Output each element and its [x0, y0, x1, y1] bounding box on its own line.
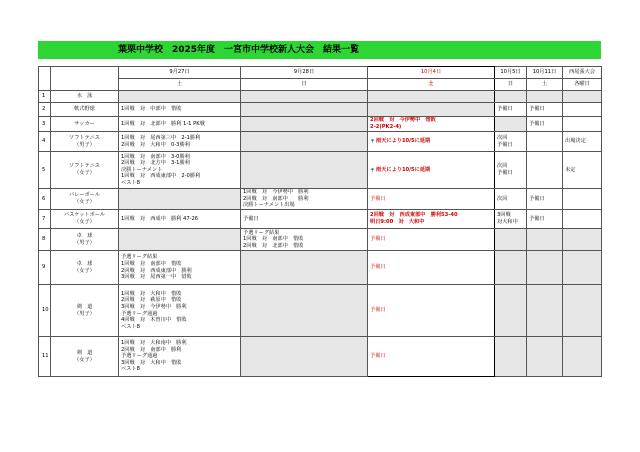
- result-line: 2回戦 対 西成東部中 勝利53-40: [370, 212, 458, 219]
- result-cell-d2: [241, 91, 368, 103]
- result-cell-d4: [495, 229, 527, 251]
- table-row: [39, 210, 602, 229]
- header-day: 日: [495, 79, 527, 91]
- result-line: [370, 138, 492, 145]
- row-number: 5: [39, 152, 51, 189]
- result-cell-d4: [495, 210, 527, 229]
- result-cell-d5: [527, 285, 563, 337]
- result-cell-d5: [527, 229, 563, 251]
- result-line: 3回戦 対 大和中 惜敗: [121, 359, 182, 366]
- result-line: 予備日: [370, 236, 386, 243]
- result-text: 雨天により10/5に延期: [376, 166, 431, 173]
- result-line: 次回: [497, 134, 508, 141]
- result-cell-d3: [368, 189, 495, 210]
- header-day: 土: [527, 79, 563, 91]
- result-cell-d2: [241, 229, 368, 251]
- event-name-line: （男子）: [74, 141, 95, 148]
- result-line: 次回: [497, 195, 508, 202]
- result-line: 1回戦 対 西成中 勝利 47-26: [121, 215, 199, 222]
- header-date: 10月5日: [495, 67, 527, 79]
- result-line: 予備日: [497, 141, 513, 148]
- result-line: 予備日: [497, 170, 513, 176]
- result-cell-d1: [119, 337, 241, 377]
- event-name: [51, 189, 119, 210]
- table-row: [39, 251, 602, 285]
- result-line: 予備日: [370, 353, 386, 360]
- page-title: 葉栗中学校 2025年度 一宮市中学校新人大会 結果一覧: [38, 41, 601, 59]
- result-line: 2回戦 対 南部中 勝利: [121, 346, 182, 353]
- result-cell-d3: [368, 210, 495, 229]
- event-name-line: 剣 道: [76, 303, 93, 310]
- result-line: 3回戦 対 尾西第一中 惜敗: [121, 274, 192, 281]
- result-cell-d1: [119, 229, 241, 251]
- event-name-line: ソフトテニス: [69, 134, 100, 141]
- header-day-row: [39, 79, 602, 91]
- result-cell-d4: [495, 337, 527, 377]
- result-cell-d2: [241, 210, 368, 229]
- result-cell-d1: [119, 152, 241, 189]
- result-line: ベスト8: [121, 179, 140, 186]
- result-cell-d6: [563, 210, 602, 229]
- result-cell-d2: [241, 117, 368, 132]
- umbrella-icon: [370, 138, 375, 143]
- event-name: [51, 91, 119, 103]
- result-line: 予備日: [529, 215, 545, 222]
- result-cell-d1: [119, 132, 241, 152]
- result-cell-d2: [241, 285, 368, 337]
- result-line: 1回戦 対 今伊勢中 勝利: [243, 189, 309, 196]
- header-day-highlight: 土: [368, 79, 495, 91]
- event-name-line: 卓 球: [76, 232, 93, 239]
- result-cell-d3: [368, 132, 495, 152]
- result-cell-d5: [527, 132, 563, 152]
- result-line: [370, 167, 492, 174]
- event-name-line: 剣 道: [76, 349, 93, 356]
- result-cell-d6: [563, 251, 602, 285]
- result-cell-d5: [527, 189, 563, 210]
- table-row: [39, 229, 602, 251]
- result-cell-d3: [368, 103, 495, 117]
- row-number: 3: [39, 117, 51, 132]
- result-line: 2回戦 対 今伊勢中 惜敗: [370, 117, 436, 124]
- result-cell-d4: [495, 251, 527, 285]
- result-cell-d3: [368, 91, 495, 103]
- result-cell-d1: [119, 189, 241, 210]
- result-line: 2回戦 対 大和中 0-3勝利: [121, 141, 190, 148]
- result-line: 1回戦 対 中部中 惜敗: [121, 106, 182, 113]
- event-name-line: （男子）: [74, 310, 95, 317]
- result-line: 1回戦 対 南部中 3-0勝利: [121, 153, 190, 160]
- result-cell-d6: [563, 103, 602, 117]
- result-cell-d1: [119, 285, 241, 337]
- result-line: 決勝トーナメント: [121, 166, 163, 173]
- result-line: 1回戦 対 北部中 勝利 1-1 PK戦: [121, 120, 205, 127]
- result-cell-d2: [241, 251, 368, 285]
- event-name-line: ソフトテニス: [69, 163, 100, 170]
- result-cell-d5: [527, 210, 563, 229]
- event-name-line: （女子）: [74, 267, 95, 274]
- event-name-line: （女子）: [74, 170, 95, 176]
- result-cell-d4: [495, 117, 527, 132]
- table-row: [39, 132, 602, 152]
- result-line: 1回戦 対 南部中 惜敗: [243, 236, 304, 243]
- result-line: 予備日: [370, 195, 386, 202]
- table-row: [39, 91, 602, 103]
- result-line: 予備日: [497, 106, 513, 113]
- result-cell-d6: [563, 285, 602, 337]
- result-line: 1回戦 対 南部中 惜敗: [121, 260, 182, 267]
- result-cell-d3: [368, 117, 495, 132]
- result-line: 予備日: [370, 307, 386, 314]
- event-name-line: バスケットボール: [63, 212, 106, 219]
- result-cell-d2: [241, 189, 368, 210]
- result-line: 予選リーグ結果: [121, 254, 158, 261]
- event-name-line: （女子）: [74, 199, 95, 205]
- result-cell-d4: [495, 103, 527, 117]
- result-cell-d2: [241, 103, 368, 117]
- result-cell-d2: [241, 337, 368, 377]
- result-line: 予備日: [370, 264, 386, 271]
- result-cell-d5: [527, 117, 563, 132]
- result-line: 決勝トーナメント出場: [243, 202, 295, 209]
- event-name-line: （女子）: [74, 219, 95, 225]
- header-blank: [51, 67, 119, 91]
- header-date: 西尾張大会: [563, 67, 602, 79]
- event-name: [51, 285, 119, 337]
- event-name-line: サッカー: [74, 120, 95, 127]
- result-line: 次回: [497, 163, 508, 170]
- result-line: 予備日: [529, 120, 545, 127]
- result-cell-d1: [119, 103, 241, 117]
- row-number: 11: [39, 337, 51, 377]
- table-row: [39, 189, 602, 210]
- result-cell-d6: [563, 337, 602, 377]
- result-line: 予選リーグ結果: [243, 229, 280, 236]
- event-name-line: 水 泳: [76, 93, 93, 100]
- result-cell-d3: [368, 337, 495, 377]
- event-name: [51, 210, 119, 229]
- table-row: [39, 117, 602, 132]
- result-line: 予備日: [529, 195, 545, 202]
- result-line: 1回戦 対 大和中 惜敗: [121, 290, 182, 297]
- result-line: 2回戦 対 西成東部中 勝利: [121, 267, 192, 274]
- event-name: [51, 117, 119, 132]
- result-cell-d4: [495, 189, 527, 210]
- result-line: 予選リーグ通過: [121, 353, 158, 360]
- result-line: 予備日: [529, 106, 545, 113]
- result-cell-d2: [241, 132, 368, 152]
- row-number: 8: [39, 229, 51, 251]
- result-cell-d4: [495, 91, 527, 103]
- event-name: [51, 132, 119, 152]
- result-cell-d5: [527, 337, 563, 377]
- event-name-line: 軟式野球: [74, 106, 95, 113]
- event-name: [51, 229, 119, 251]
- header-day: 各曜日: [563, 79, 602, 91]
- row-number: 6: [39, 189, 51, 210]
- table-row: [39, 285, 602, 337]
- header-date: 9月28日: [241, 67, 368, 79]
- result-cell-d5: [527, 103, 563, 117]
- result-line: 3回戦 対 今伊勢中 勝利: [121, 303, 187, 310]
- event-name-line: バレーボール: [68, 192, 101, 199]
- event-name: [51, 337, 119, 377]
- result-cell-d4: [495, 152, 527, 189]
- result-line: 出場決定: [565, 138, 586, 145]
- result-line: 対大和中: [497, 219, 518, 225]
- row-number: 9: [39, 251, 51, 285]
- result-cell-d3: [368, 285, 495, 337]
- header-day: 土: [119, 79, 241, 91]
- row-number: 1: [39, 91, 51, 103]
- result-line: 2回戦 対 南部中 勝利: [243, 195, 309, 202]
- result-cell-d3: [368, 229, 495, 251]
- result-line: 予選リーグ通過: [121, 310, 158, 317]
- result-cell-d6: [563, 91, 602, 103]
- result-cell-d4: [495, 285, 527, 337]
- header-day: 日: [241, 79, 368, 91]
- result-cell-d1: [119, 210, 241, 229]
- result-cell-d4: [495, 132, 527, 152]
- result-cell-d6: [563, 132, 602, 152]
- header-date: 10月11日: [527, 67, 563, 79]
- result-line: 2回戦 対 北部中 惜敗: [243, 242, 304, 249]
- result-cell-d2: [241, 152, 368, 189]
- result-cell-d3: [368, 251, 495, 285]
- event-name: [51, 103, 119, 117]
- umbrella-icon: [370, 167, 375, 172]
- result-text: 雨天により10/5に延期: [376, 138, 431, 145]
- result-cell-d5: [527, 152, 563, 189]
- result-line: ベスト8: [121, 323, 140, 330]
- row-number: 2: [39, 103, 51, 117]
- result-cell-d6: [563, 117, 602, 132]
- event-name: [51, 152, 119, 189]
- event-name-line: （女子）: [74, 356, 95, 363]
- result-cell-d6: [563, 152, 602, 189]
- row-number: 10: [39, 285, 51, 337]
- result-cell-d1: [119, 91, 241, 103]
- header-date-row: [39, 67, 602, 79]
- row-number: 4: [39, 132, 51, 152]
- result-line: 未定: [565, 166, 576, 173]
- result-line: 2回戦 対 萩原中 惜敗: [121, 297, 182, 304]
- table-row: [39, 103, 602, 117]
- table-row: [39, 152, 602, 189]
- result-cell-d5: [527, 251, 563, 285]
- row-number: 7: [39, 210, 51, 229]
- header-date: 9月27日: [119, 67, 241, 79]
- result-line: 1回戦 対 大和南中 勝利: [121, 340, 187, 347]
- result-cell-d6: [563, 189, 602, 210]
- result-cell-d3: [368, 152, 495, 189]
- result-line: 1回戦 対 尾西第三中 2-1勝利: [121, 134, 201, 141]
- event-name-line: （男子）: [74, 239, 95, 246]
- result-line: 2-2(PK2-4): [370, 124, 402, 130]
- result-cell-d1: [119, 117, 241, 132]
- result-cell-d5: [527, 91, 563, 103]
- table-row: [39, 337, 602, 377]
- result-cell-d1: [119, 251, 241, 285]
- header-blank: [39, 67, 51, 91]
- header-date-highlight: 10月4日: [368, 67, 495, 79]
- result-cell-d6: [563, 229, 602, 251]
- result-line: 4回戦 対 木曽川中 惜敗: [121, 317, 187, 324]
- result-line: 予備日: [243, 215, 259, 222]
- event-name: [51, 251, 119, 285]
- result-line: 2回戦 対 北方中 3-1勝利: [121, 160, 190, 167]
- result-line: ベスト8: [121, 366, 140, 373]
- result-line: 明日9:00 対 大和中: [370, 219, 425, 225]
- event-name-line: 卓 球: [76, 260, 93, 267]
- results-body: [39, 67, 602, 377]
- result-line: 1回戦 対 西成東部中 2-0勝利: [121, 173, 201, 180]
- result-line: 3回戦: [497, 212, 511, 219]
- results-table: [38, 66, 602, 377]
